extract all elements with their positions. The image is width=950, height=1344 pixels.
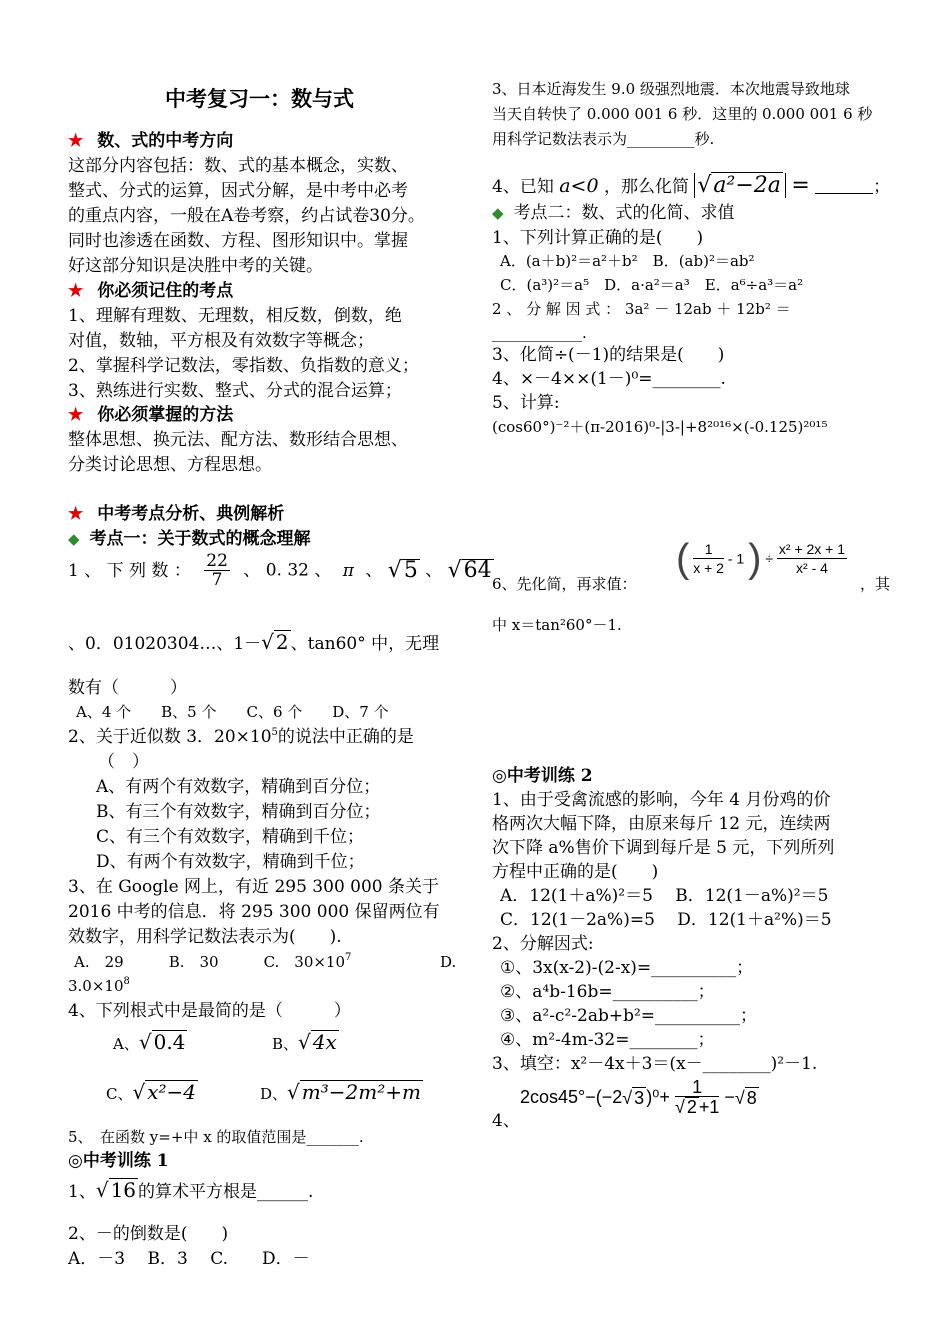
training-2-q1-line: 1、由于受禽流感的影响，今年 4 月份鸡的价 [492,790,831,810]
para-line: 这部分内容包括：数、式的基本概念，实数、 [68,156,408,176]
star-icon: ★ [68,281,84,301]
r-question-4-line: 4、已知 a<0 ，那么化简 √a²−2a = ； [492,173,891,198]
question-5-line: 5、 在函数 y=+中 x 的取值范围是_______. [68,1128,364,1146]
diamond-icon: ◆ [68,530,80,548]
star-icon: ★ [68,405,84,425]
r-p2-q2-blank: ____________. [492,324,587,342]
para-line: 的重点内容，一般在A卷考察，约占试卷30分。 [68,206,425,226]
training-2-q2-item: ④、m²-4m-32=________； [500,1030,715,1050]
section-direction-heading: ★ 数、式的中考方向 [68,131,234,151]
r-p2-q3: 3、化简÷(－1)的结果是( ) [492,345,725,365]
training-2-q2-item: ③、a²-c²-2ab+b²=__________； [500,1006,758,1026]
training-2-q1-line: 方程中正确的是( ) [492,862,659,882]
r-p2-q6-tail: ，其 [860,575,891,593]
question-2-paren: （ ） [98,752,149,772]
r-p2-q5: 5、计算: [492,393,560,413]
question-3-line: 2016 中考的信息．将 295 300 000 保留两位有 [68,902,440,922]
star-icon: ★ [68,131,84,151]
section-analysis-heading: ★ 中考考点分析、典例解析 [68,504,285,524]
question-4-option-c: C、√ x²−4 [106,1080,197,1104]
r-p2-q6-expression: ( $\frac{1}{x + 2}$ - 1 ) ÷ $\frac{\text{x² + 2x + 1}}{\text{x² - 4}}$ [676,536,846,581]
question-1-options: A、4 个 B、5 个 C、6 个 D、7 个 [76,703,389,721]
r-p2-q2: 2 、 分 解 因 式 ： 3a² － 12ab ＋ 12b² ＝ [492,300,791,318]
training-2-q2-item: ①、3x(x-2)-(2-x)=__________； [500,958,754,978]
training-2-q1-cd: C．12(1－2a%)=5 D．12(1＋a²%)＝5 [500,910,832,930]
training-2-q1-line: 次下降 a%售价下调到每斤是 5 元，下列所列 [492,838,835,858]
r-p2-q6-label: 6、先化简，再求值： [492,575,637,593]
training-2-heading: ◎中考训练 2 [492,766,593,786]
r-p2-q1-ab: A．(a＋b)²＝a²＋b² B．(ab)²＝ab² [500,252,755,270]
question-2-option: C、有三个有效数字，精确到千位； [96,827,365,847]
point1-heading: ◆ 考点一：关于数式的概念理解 [68,529,311,549]
training-1-q2-options: A．－3 B．3 C. D．－ [68,1249,310,1269]
training-2-q2: 2、分解因式: [492,934,594,954]
section-methods-heading: ★ 你必须掌握的方法 [68,405,234,425]
para-line: 整式、分式的运算，因式分解，是中考中必考 [68,181,408,201]
training-2-q4-label: 4、 [492,1111,520,1131]
r-question-3-line: 当天自转快了 0.000 001 6 秒．这里的 0.000 001 6 秒 [492,105,873,123]
para-line: 3、熟练进行实数、整式、分式的混合运算； [68,381,402,401]
para-line: 1、理解有理数、无理数，相反数，倒数，绝 [68,306,402,326]
r-p2-q1-cde: C．(a³)²＝a⁵ D．a·a²＝a³ E．a⁶÷a³＝a² [500,276,804,294]
diamond-icon: ◆ [492,204,504,222]
training-1-q1: 1、√ 16 的算术平方根是______. [68,1178,314,1202]
question-3-option-d-value: $3.0\times 10^8$ [68,976,130,995]
question-1-line2: 、0．01020304…、1－√ 2 、tan60° 中，无理 [68,630,440,654]
r-question-3-line: 3、日本近海发生 9.0 级强烈地震．本次地震导致地球 [492,80,850,98]
para-line: 对值，数轴，平方根及有效数字等概念； [68,331,374,351]
question-3-line: 效数字，用科学记数法表示为( ). [68,927,342,947]
para-line: 同时也渗透在函数、方程、图形知识中。掌握 [68,231,408,251]
question-4-option-a: A、√ 0.4 [113,1030,186,1054]
para-line: 好这部分知识是决胜中考的关键。 [68,256,323,276]
page-title: 中考复习一：数与式 [165,86,354,111]
question-3-line: 3、在 Google 网上，有近 295 300 000 条关于 [68,877,440,897]
training-2-q4-expression: 2cos45°−(−2√ 3 )⁰+ $\frac{1}{√ 2 +1}$ −√ 8 [520,1077,757,1117]
r-p2-q4: 4、×－4××(1－)⁰=________. [492,369,726,389]
training-2-q1-line: 格两次大幅下降，由原来每斤 12 元，连续两 [492,814,831,834]
question-1-line1: 1 、 下 列 数 ： $\frac{22}{7}$ 、 0. 32 、 π 、 √5 、 √64 [68,551,492,590]
para-line: 整体思想、换元法、配方法、数形结合思想、 [68,430,408,450]
training-2-q1-ab: A．12(1＋a%)²＝5 B．12(1－a%)²＝5 [500,886,829,906]
para-line: 分类讨论思想、方程思想。 [68,455,272,475]
section-keypoints-heading: ★ 你必须记住的考点 [68,281,234,301]
training-2-q2-item: ②、a⁴b-16b=__________； [500,982,715,1002]
question-2-option: B、有三个有效数字，精确到百分位； [96,802,381,822]
r-question-3-line: 用科学记数法表示为_________秒. [492,130,715,148]
r-p2-q6-line2: 中 x＝tan²60°－1. [492,616,622,634]
para-line: 2、掌握科学记数法，零指数、负指数的意义； [68,356,419,376]
question-2-line: 2、关于近似数 3．$20\times 10^5$的说法中正确的是 [68,727,414,747]
training-1-heading: ◎中考训练 1 [68,1151,169,1171]
training-2-q3: 3、填空：x²－4x＋3＝(x－________)²－1. [492,1054,818,1074]
question-2-option: A、有两个有效数字，精确到百分位； [96,777,381,797]
point2-heading: ◆ 考点二：数、式的化简、求值 [492,203,735,223]
question-4-line: 4、下列根式中是最简的是（ ） [68,1001,351,1021]
question-1-line3: 数有（ ） [68,678,187,698]
question-4-option-d: D、√ m³−2m²+m [260,1080,421,1104]
question-3-option-d: D. [440,953,457,971]
training-1-q2: 2、－的倒数是( ) [68,1224,229,1244]
r-p2-q5-expr: (cos60°)⁻²＋(π-2016)⁰-|3-|+8²⁰¹⁶×(-0.125)²⁰¹⁵ [492,418,828,436]
star-icon: ★ [68,504,84,524]
question-4-option-b: B、√ 4x [272,1030,337,1054]
r-p2-q1: 1、下列计算正确的是( ) [492,228,704,248]
question-2-option: D、有两个有效数字，精确到千位； [96,852,365,872]
question-3-options: A. 29 B. 30 C. $30\times 10^7$ [74,952,352,971]
